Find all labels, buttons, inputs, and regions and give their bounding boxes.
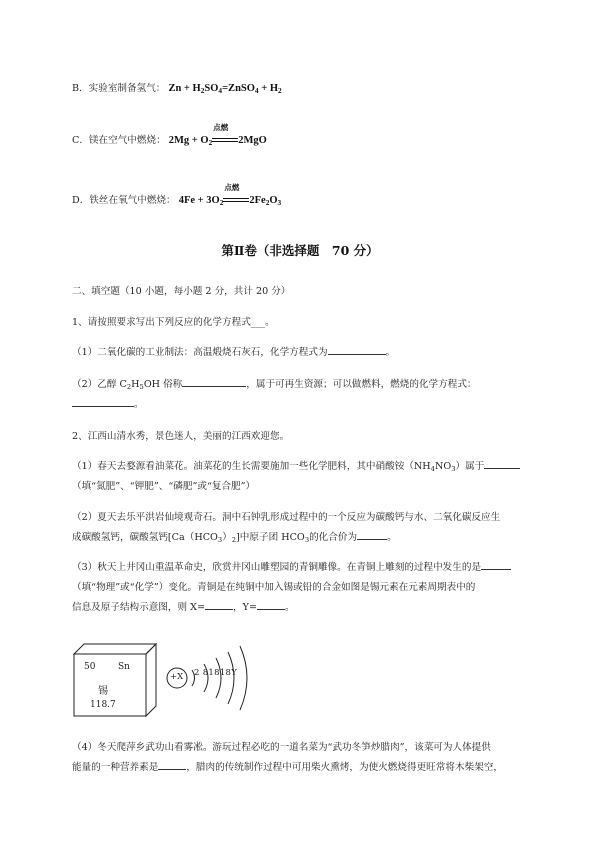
q2-p1: （1）春天去婺源看油菜花。油菜花的生长需要施加一些化学肥料，其中硝酸铵$(NH_4NO_3)$属于 bbox=[72, 460, 520, 473]
q2-p2-line2: 成碳酸氢钙，碳酸氢钙$[Ca(HCO_3)_2]$中原子团 $HCO_3$的化合价为 。 bbox=[72, 532, 397, 544]
answer-blank[interactable] bbox=[257, 609, 285, 610]
option-c bbox=[72, 123, 267, 147]
q1-stem: 1、请按照要求写出下列反应的化学方程式___。 bbox=[72, 317, 275, 328]
tin-atomic-mass: 118.7 bbox=[90, 700, 116, 710]
q2-p4-line1: （4）冬天爬萍乡武功山看雾凇。游玩过程必吃的一道名菜为“武功冬笋炒腊肉”，该菜可为人体提供 bbox=[72, 742, 491, 753]
option-d bbox=[72, 183, 282, 207]
part2-heading: 二、填空题（10 小题，每小题 2 分，共计 20 分） bbox=[72, 286, 291, 297]
tin-element-figure bbox=[72, 640, 262, 720]
option-b-equation: $Zn + H_2SO_4=ZnSO_4 + H_2$ bbox=[168, 83, 282, 95]
answer-blank[interactable] bbox=[481, 569, 511, 570]
section-title: 第Ⅱ卷（非选择题 70 分） bbox=[221, 243, 379, 258]
option-b-label: B．实验室制备氢气： bbox=[72, 83, 166, 94]
condition-ignite: 点燃 bbox=[224, 183, 240, 192]
answer-blank[interactable] bbox=[328, 354, 386, 355]
q2-p2-line1: （2）夏天去乐平洪岩仙境观奇石。洞中石钟乳形成过程中的一个反应为碳酸钙与水、二氧化碳反应生 bbox=[72, 512, 501, 523]
q2-p3-line3: 信息及原子结构示意图，则 X= ，Y= 。 bbox=[72, 602, 295, 613]
atom-nucleus-label: +X bbox=[170, 672, 184, 682]
q1-sub2-cont: 。 bbox=[72, 398, 144, 411]
answer-blank[interactable] bbox=[182, 386, 246, 387]
tin-name: 锡 bbox=[98, 686, 108, 697]
option-d-label: D．铁丝在氧气中燃烧： bbox=[72, 195, 176, 206]
option-b bbox=[72, 82, 282, 95]
option-c-label: C．镁在空气中燃烧： bbox=[72, 135, 166, 146]
q1-sub1: （1）二氧化碳的工业制法：高温煅烧石灰石，化学方程式为 。 bbox=[72, 347, 396, 358]
option-d-equation: $4Fe + 3O_2$ 点燃 $2Fe_2O_3$ bbox=[178, 183, 282, 207]
q1-sub2: （2）乙醇 $C_2H_5OH$ 俗称 ，属于可再生资源；可以做燃料，燃烧的化学方程式： bbox=[72, 379, 477, 391]
q2-stem: 2、江西山清水秀，景色迷人，美丽的江西欢迎您。 bbox=[72, 431, 290, 442]
q2-p3-line2: （填“物理”或“化学”）变化。青铜是在纯铜中加入锡或铅的合金如图是锡元素在元素周期表中的 bbox=[72, 582, 476, 593]
condition-ignite: 点燃 bbox=[213, 123, 229, 132]
tin-symbol: Sn bbox=[118, 662, 130, 672]
answer-blank[interactable] bbox=[158, 769, 186, 770]
q2-p4-line2: 能量的一种营养素是 ，腊肉的传统制作过程中可用柴火熏烤，为使火燃烧得更旺常将木柴架空， bbox=[72, 762, 503, 773]
answer-blank[interactable] bbox=[357, 539, 387, 540]
option-c-equation: $2Mg + O_2$ 点燃 2MgO bbox=[168, 123, 267, 147]
q2-p3-line1: （3）秋天上井冈山重温革命史，欣赏井冈山雕塑园的青铜雕像。在青铜上雕刻的过程中发生的是 bbox=[72, 561, 511, 574]
atom-shell-electrons: 2 81818Y bbox=[194, 668, 238, 678]
tin-atomic-number: 50 bbox=[84, 662, 96, 672]
answer-blank[interactable] bbox=[484, 468, 520, 469]
answer-blank[interactable] bbox=[72, 406, 134, 407]
q2-p1-cont: （填“氮肥”、“钾肥”、“磷肥”或“复合肥”） bbox=[72, 481, 256, 492]
answer-blank[interactable] bbox=[205, 609, 233, 610]
